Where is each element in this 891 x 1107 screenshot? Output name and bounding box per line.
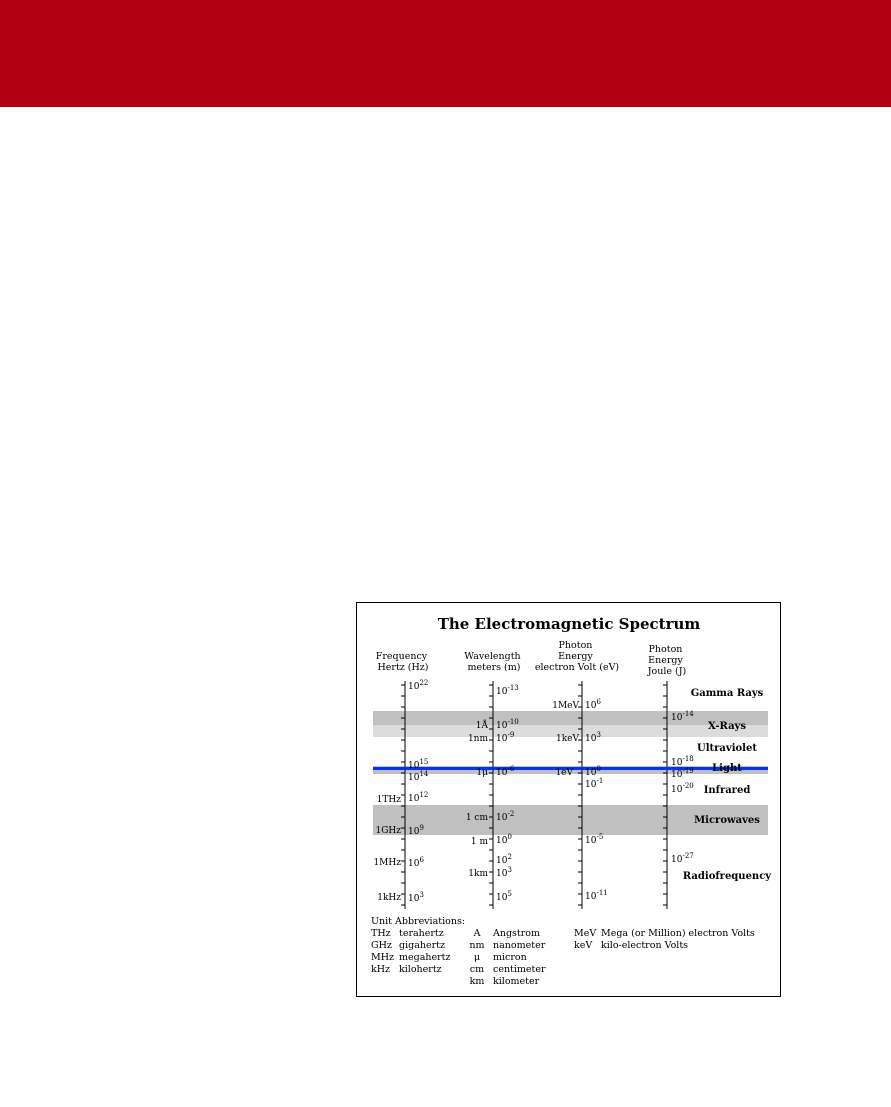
freq-label-15: $10^{15}$	[408, 758, 429, 771]
abbr-meaning: micron	[493, 952, 527, 963]
band-microwaves: Microwaves	[694, 815, 760, 826]
header-bar	[0, 0, 891, 107]
band-light: Light	[712, 763, 742, 774]
abbr-code: GHz	[371, 940, 392, 951]
abbr-code: A	[473, 928, 481, 939]
freq-label-12: $10^{12}$	[408, 791, 429, 804]
j-label-m14: $10^{-14}$	[671, 710, 694, 723]
spectrum-diagram	[357, 603, 780, 996]
abbr-code: μ	[473, 952, 481, 963]
j-label-m20: $10^{-20}$	[671, 782, 694, 795]
band-ultraviolet: Ultraviolet	[697, 743, 757, 754]
freq-label-6: $10^6$	[408, 856, 424, 869]
ev-header: Photon Energy electron Volt (eV)	[534, 640, 620, 673]
abbr-code: nm	[469, 940, 485, 951]
ev-label-m5: $10^{-5}$	[585, 833, 604, 846]
freq-label-1khz: 1kHz	[377, 893, 401, 903]
spectrum-figure	[356, 602, 781, 997]
wl-label-m6: $10^{-6}$	[496, 765, 515, 778]
freq-label-3: $10^3$	[408, 891, 424, 904]
wl-label-1nm: 1nm	[467, 734, 488, 744]
wl-label-angstrom: 1Å	[475, 721, 488, 731]
wl-label-1km: 1km	[468, 869, 488, 879]
wl-label-1cm: 1 cm	[465, 813, 488, 823]
abbr-meaning: centimeter	[493, 964, 546, 975]
abbr-meaning: gigahertz	[399, 940, 445, 951]
abbr-code: km	[469, 976, 485, 987]
j-label-m19: $10^{-19}$	[671, 767, 694, 780]
freq-label-14: $10^{14}$	[408, 770, 429, 783]
band-infrared: Infrared	[703, 785, 751, 796]
abbr-code: MHz	[371, 952, 395, 963]
abbreviations	[371, 916, 755, 987]
wl-label-m10: $10^{-10}$	[496, 718, 519, 731]
freq-label-1ghz: 1GHz	[375, 826, 401, 836]
freq-label-9: $10^9$	[408, 824, 424, 837]
abbr-code: cm	[469, 964, 485, 975]
ev-label-m1: $10^{-1}$	[585, 777, 604, 790]
wl-label-3: $10^3$	[496, 866, 512, 879]
wl-label-m9: $10^{-9}$	[496, 731, 515, 744]
abbr-meaning: kilohertz	[399, 964, 442, 975]
abbreviations-title: Unit Abbreviations:	[371, 916, 466, 927]
freq-label-22: $10^{22}$	[408, 679, 429, 692]
abbr-code: MeV	[574, 928, 597, 939]
freq-label-1mhz: 1MHz	[373, 858, 401, 868]
frequency-header: Frequency Hertz (Hz)	[375, 651, 429, 673]
abbr-code: THz	[371, 928, 391, 939]
ev-label-1ev: 1eV	[555, 768, 573, 778]
band-x-rays: X-Rays	[707, 721, 747, 732]
abbr-meaning: Mega (or Million) electron Volts	[601, 928, 755, 939]
wl-label-5: $10^5$	[496, 890, 512, 903]
j-label-m27: $10^{-27}$	[671, 852, 694, 865]
abbr-code: keV	[574, 940, 593, 951]
wavelength-header: Wavelength meters (m)	[464, 651, 521, 673]
abbr-meaning: kilo-electron Volts	[601, 940, 689, 951]
abbr-meaning: megahertz	[399, 952, 451, 963]
wl-label-0: $10^0$	[496, 833, 512, 846]
ev-label-0: $10^0$	[585, 765, 601, 778]
wl-label-1micron: 1μ	[476, 768, 488, 778]
wl-label-1m: 1 m	[470, 837, 488, 847]
abbr-meaning: kilometer	[493, 976, 540, 987]
abbr-meaning: terahertz	[399, 928, 444, 939]
wl-label-2: $10^2$	[496, 853, 512, 866]
joule-header: Photon Energy Joule (J)	[647, 644, 687, 677]
wl-label-m13: $10^{-13}$	[496, 684, 519, 697]
abbr-meaning: Angstrom	[493, 928, 541, 939]
ev-label-3: $10^3$	[585, 731, 601, 744]
wl-label-m2: $10^{-2}$	[496, 810, 515, 823]
abbr-code: kHz	[371, 964, 391, 975]
ev-label-6: $10^6$	[585, 698, 601, 711]
ev-label-1mev: 1MeV	[552, 701, 579, 711]
abbr-meaning: nanometer	[493, 940, 546, 951]
ev-label-1kev: 1keV	[555, 734, 579, 744]
freq-label-1thz: 1THz	[376, 795, 401, 805]
ev-label-m11: $10^{-11}$	[585, 889, 608, 902]
figure-title: The Electromagnetic Spectrum	[437, 615, 701, 633]
j-label-m18: $10^{-18}$	[671, 755, 694, 768]
band-radiofrequency: Radiofrequency	[682, 871, 772, 882]
band-gamma-rays: Gamma Rays	[690, 688, 764, 699]
